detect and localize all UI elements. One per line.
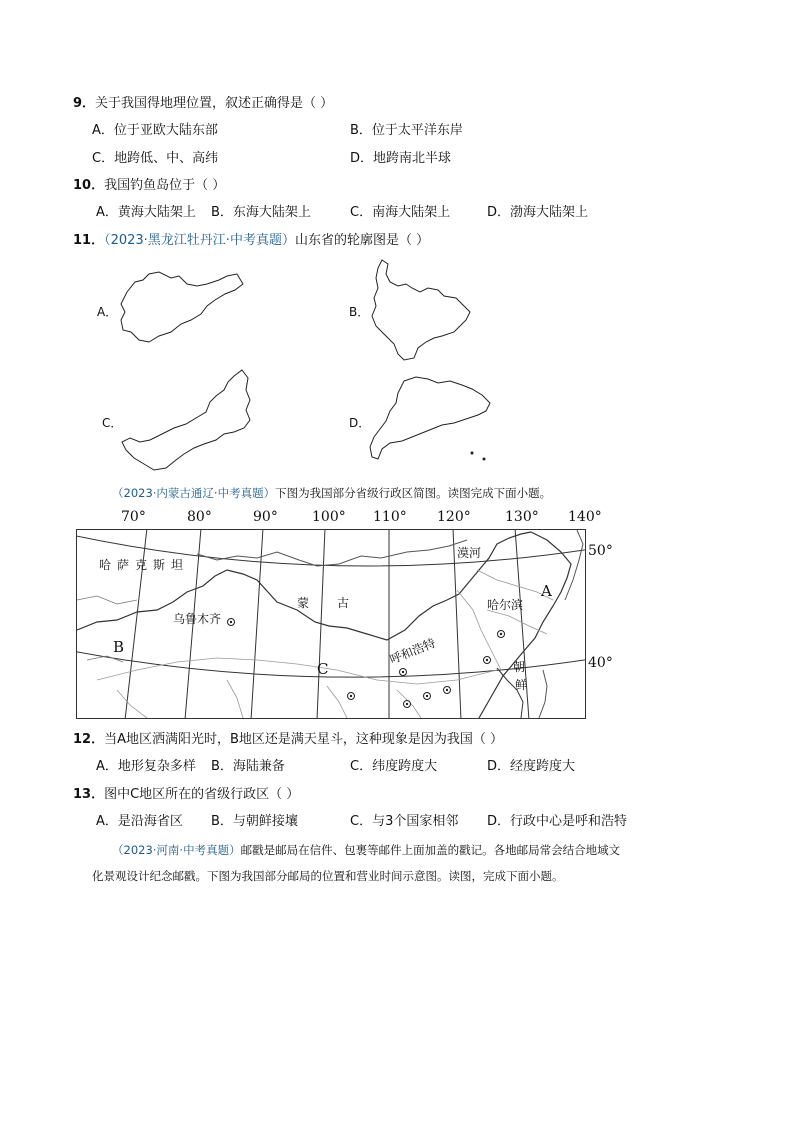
latitude-label-50: 50° xyxy=(588,543,613,559)
q11-label-c[interactable]: C． xyxy=(102,416,123,430)
q12-option-d[interactable]: D．经度跨度大 xyxy=(487,759,576,774)
question-11-stem: 11．（2023·黑龙江牡丹江·中考真题）山东省的轮廓图是（ ） xyxy=(73,233,430,248)
q10-option-b[interactable]: B．东海大陆架上 xyxy=(211,205,311,220)
longitude-label: 90° xyxy=(253,509,278,525)
label-kazakhstan: 哈萨克斯坦 xyxy=(99,558,190,572)
q11-label-d[interactable]: D． xyxy=(349,416,371,430)
longitude-label: 110° xyxy=(373,509,407,525)
latitude-label-40: 40° xyxy=(588,655,613,671)
q10-option-c[interactable]: C．南海大陆架上 xyxy=(350,205,451,220)
longitude-label: 100° xyxy=(312,509,346,525)
longitude-label: 120° xyxy=(437,509,471,525)
q10-option-a[interactable]: A．黄海大陆架上 xyxy=(96,205,196,220)
label-korea-2: 鲜 xyxy=(515,678,528,692)
question-13-stem: 13．图中C地区所在的省级行政区（ ） xyxy=(73,787,300,802)
q11-label-a[interactable]: A． xyxy=(97,305,118,319)
label-hohhot: 呼和浩特 xyxy=(387,635,438,667)
label-urumqi: 乌鲁木齐 xyxy=(173,612,222,626)
label-mongolia-1: 蒙 xyxy=(297,596,310,610)
q13-option-b[interactable]: B．与朝鲜接壤 xyxy=(211,814,298,829)
marker-b: B xyxy=(113,638,125,656)
section-intro-map: （2023·内蒙古通辽·中考真题）下图为我国部分省级行政区简图。读图完成下面小题。 xyxy=(112,486,552,500)
q11-label-b[interactable]: B． xyxy=(349,305,370,319)
q13-option-d[interactable]: D．行政中心是呼和浩特 xyxy=(487,814,628,829)
label-korea-1: 朝 xyxy=(513,660,526,674)
q13-option-c[interactable]: C．与3个国家相邻 xyxy=(350,814,459,829)
section-intro-postmark-line2: 化景观设计纪念邮戳。下图为我国部分邮局的位置和营业时间示意图。读图，完成下面小题。 xyxy=(92,869,564,883)
provincial-map xyxy=(76,529,586,719)
section-intro-postmark: （2023·河南·中考真题）邮戳是邮局在信件、包裹等邮件上面加盖的戳记。各地邮局常会结合地域文 xyxy=(112,843,621,857)
label-mongolia-2: 古 xyxy=(337,596,350,610)
label-harbin: 哈尔滨 xyxy=(487,598,524,612)
marker-a: A xyxy=(541,582,552,600)
q9-option-b[interactable]: B．位于太平洋东岸 xyxy=(350,123,463,138)
q12-option-b[interactable]: B．海陆兼备 xyxy=(211,759,285,774)
q9-option-c[interactable]: C．地跨低、中、高纬 xyxy=(92,151,219,166)
shandong-outline-a[interactable] xyxy=(115,270,247,345)
q12-option-a[interactable]: A．地形复杂多样 xyxy=(96,759,196,774)
q9-option-d[interactable]: D．地跨南北半球 xyxy=(350,151,452,166)
longitude-label: 140° xyxy=(568,509,602,525)
q10-option-d[interactable]: D．渤海大陆架上 xyxy=(487,205,589,220)
longitude-label: 130° xyxy=(505,509,539,525)
ningxia-like-outline-c[interactable] xyxy=(120,368,255,473)
question-9-stem: 9．关于我国得地理位置，叙述正确得是（ ） xyxy=(73,96,334,111)
question-12-stem: 12．当A地区洒满阳光时，B地区还是满天星斗，这种现象是因为我国（ ） xyxy=(73,732,504,747)
yunnan-outline-b[interactable] xyxy=(368,258,473,362)
longitude-label: 80° xyxy=(187,509,212,525)
longitude-label: 70° xyxy=(121,509,146,525)
q13-option-a[interactable]: A．是沿海省区 xyxy=(96,814,183,829)
guangdong-outline-d[interactable] xyxy=(368,375,493,465)
q12-option-c[interactable]: C．纬度跨度大 xyxy=(350,759,438,774)
label-mohe: 漠河 xyxy=(457,546,482,560)
marker-c: C xyxy=(317,660,329,678)
question-10-stem: 10．我国钓鱼岛位于（ ） xyxy=(73,178,226,193)
q9-option-a[interactable]: A．位于亚欧大陆东部 xyxy=(92,123,218,138)
